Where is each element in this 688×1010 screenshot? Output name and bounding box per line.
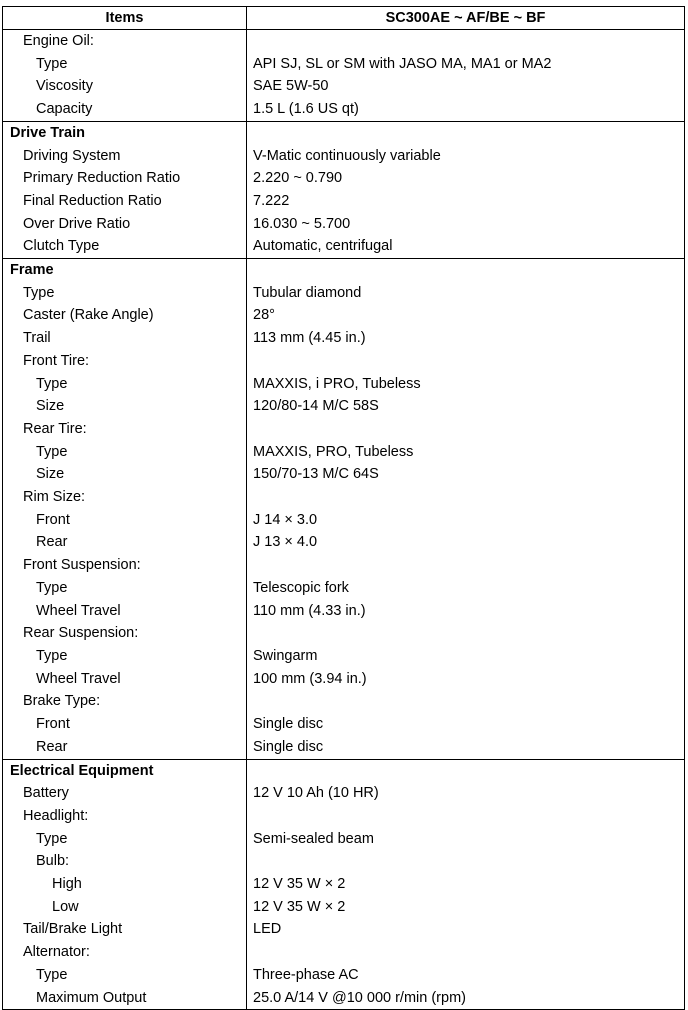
item-label: Maximum Output (3, 987, 247, 1010)
item-value: Three-phase AC (247, 964, 685, 987)
item-value: 28° (247, 304, 685, 327)
table-row (3, 690, 685, 713)
item-value: MAXXIS, i PRO, Tubeless (247, 373, 685, 396)
item-value: 120/80-14 M/C 58S (247, 395, 685, 418)
table-row (3, 896, 685, 919)
item-value (247, 350, 685, 373)
item-value: 1.5 L (1.6 US qt) (247, 98, 685, 121)
item-value (247, 805, 685, 828)
item-label: Caster (Rake Angle) (3, 304, 247, 327)
table-row (3, 918, 685, 941)
item-label: Trail (3, 327, 247, 350)
table-row (3, 873, 685, 896)
spec-table-body (3, 30, 685, 1010)
item-value (247, 554, 685, 577)
table-row (3, 30, 685, 53)
item-value: Single disc (247, 713, 685, 736)
item-value: Single disc (247, 736, 685, 759)
item-label: Wheel Travel (3, 600, 247, 623)
item-label: Battery (3, 782, 247, 805)
table-row (3, 805, 685, 828)
table-row (3, 75, 685, 98)
section-heading: Frame (3, 259, 247, 282)
item-label: Type (3, 645, 247, 668)
item-value: V-Matic continuously variable (247, 145, 685, 168)
item-label: Size (3, 463, 247, 486)
item-value: 25.0 A/14 V @10 000 r/min (rpm) (247, 987, 685, 1010)
item-label: Over Drive Ratio (3, 213, 247, 236)
item-label: Rear Suspension: (3, 622, 247, 645)
item-label: Primary Reduction Ratio (3, 167, 247, 190)
table-row (3, 441, 685, 464)
item-value: Automatic, centrifugal (247, 235, 685, 258)
item-label: Type (3, 373, 247, 396)
item-value (247, 850, 685, 873)
item-label: Rim Size: (3, 486, 247, 509)
item-value: 12 V 10 Ah (10 HR) (247, 782, 685, 805)
item-label: Headlight: (3, 805, 247, 828)
item-value: 12 V 35 W × 2 (247, 873, 685, 896)
item-value (247, 121, 685, 144)
item-value: J 14 × 3.0 (247, 509, 685, 532)
table-row (3, 713, 685, 736)
item-value: 100 mm (3.94 in.) (247, 668, 685, 691)
item-value: LED (247, 918, 685, 941)
header-items: Items (3, 7, 247, 30)
section-heading: Electrical Equipment (3, 759, 247, 782)
table-row (3, 304, 685, 327)
section-row (3, 759, 685, 782)
table-row (3, 350, 685, 373)
table-row (3, 373, 685, 396)
item-label: Type (3, 577, 247, 600)
table-row (3, 145, 685, 168)
item-label: Rear (3, 736, 247, 759)
section-heading: Drive Train (3, 121, 247, 144)
table-row (3, 782, 685, 805)
item-value: 16.030 ~ 5.700 (247, 213, 685, 236)
item-label: Tail/Brake Light (3, 918, 247, 941)
item-value: 2.220 ~ 0.790 (247, 167, 685, 190)
item-value (247, 418, 685, 441)
item-value (247, 941, 685, 964)
table-row (3, 463, 685, 486)
item-label: Front (3, 509, 247, 532)
item-label: Type (3, 441, 247, 464)
item-value: Semi-sealed beam (247, 828, 685, 851)
table-row (3, 987, 685, 1010)
item-value: Tubular diamond (247, 282, 685, 305)
spec-table-header (3, 7, 685, 30)
table-row (3, 486, 685, 509)
spec-table (2, 6, 685, 1010)
item-value (247, 30, 685, 53)
table-row (3, 600, 685, 623)
item-value: MAXXIS, PRO, Tubeless (247, 441, 685, 464)
item-value: Telescopic fork (247, 577, 685, 600)
item-label: Viscosity (3, 75, 247, 98)
item-value: API SJ, SL or SM with JASO MA, MA1 or MA2 (247, 53, 685, 76)
item-label: Bulb: (3, 850, 247, 873)
table-row (3, 645, 685, 668)
item-label: Clutch Type (3, 235, 247, 258)
table-row (3, 418, 685, 441)
table-row (3, 828, 685, 851)
table-row (3, 941, 685, 964)
table-row (3, 668, 685, 691)
item-label: Front (3, 713, 247, 736)
item-label: Low (3, 896, 247, 919)
item-label: Capacity (3, 98, 247, 121)
table-row (3, 736, 685, 759)
table-row (3, 98, 685, 121)
table-row (3, 531, 685, 554)
item-label: Type (3, 53, 247, 76)
item-label: Rear (3, 531, 247, 554)
table-row (3, 235, 685, 258)
item-value: 12 V 35 W × 2 (247, 896, 685, 919)
table-row (3, 964, 685, 987)
item-label: Front Suspension: (3, 554, 247, 577)
item-value (247, 259, 685, 282)
item-value: 110 mm (4.33 in.) (247, 600, 685, 623)
item-value: 150/70-13 M/C 64S (247, 463, 685, 486)
table-row (3, 190, 685, 213)
item-label: Size (3, 395, 247, 418)
section-row (3, 259, 685, 282)
table-row (3, 622, 685, 645)
table-row (3, 327, 685, 350)
item-label: Type (3, 828, 247, 851)
header-model: SC300AE ~ AF/BE ~ BF (247, 7, 685, 30)
section-row (3, 121, 685, 144)
table-row (3, 554, 685, 577)
item-value: Swingarm (247, 645, 685, 668)
item-value: SAE 5W-50 (247, 75, 685, 98)
item-label: Rear Tire: (3, 418, 247, 441)
item-label: High (3, 873, 247, 896)
item-label: Engine Oil: (3, 30, 247, 53)
item-label: Alternator: (3, 941, 247, 964)
table-row (3, 577, 685, 600)
item-value: 7.222 (247, 190, 685, 213)
table-row (3, 850, 685, 873)
table-row (3, 395, 685, 418)
item-label: Final Reduction Ratio (3, 190, 247, 213)
item-value (247, 759, 685, 782)
item-label: Brake Type: (3, 690, 247, 713)
table-row (3, 53, 685, 76)
table-row (3, 213, 685, 236)
item-value: 113 mm (4.45 in.) (247, 327, 685, 350)
item-value: J 13 × 4.0 (247, 531, 685, 554)
item-label: Type (3, 964, 247, 987)
item-value (247, 622, 685, 645)
item-label: Driving System (3, 145, 247, 168)
header-row (3, 7, 685, 30)
item-value (247, 690, 685, 713)
item-label: Front Tire: (3, 350, 247, 373)
item-label: Wheel Travel (3, 668, 247, 691)
item-value (247, 486, 685, 509)
table-row (3, 509, 685, 532)
table-row (3, 282, 685, 305)
item-label: Type (3, 282, 247, 305)
table-row (3, 167, 685, 190)
